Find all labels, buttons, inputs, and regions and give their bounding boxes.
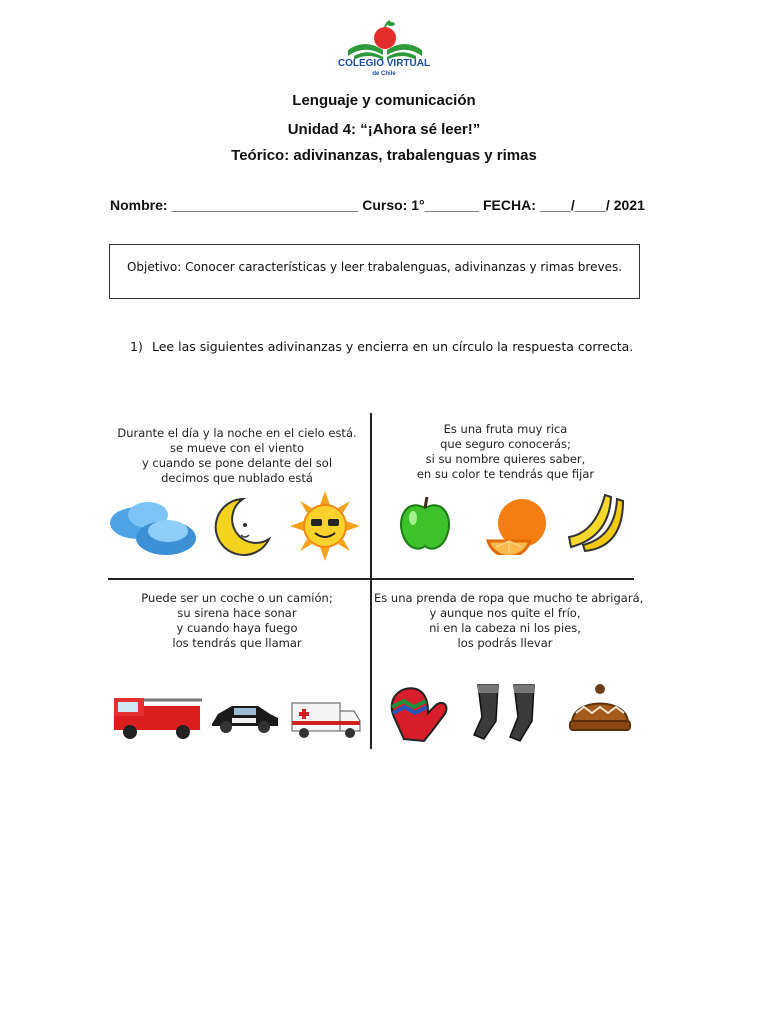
riddle-4-text xyxy=(374,591,644,651)
grid-divider-vertical xyxy=(370,413,372,749)
riddle-line: Durante el día y la noche en el cielo está. xyxy=(117,426,357,440)
riddle-line: los tendrás que llamar xyxy=(172,636,302,650)
topic-title: Teórico: adivinanzas, trabalenguas y rimas xyxy=(231,147,537,164)
instruction-text: Lee las siguientes adivinanzas y encierra en un círculo la respuesta correcta. xyxy=(152,339,634,354)
hat-icon[interactable] xyxy=(566,683,634,733)
riddle-line: Es una fruta muy rica xyxy=(443,422,568,436)
logo-subtext: de Chile xyxy=(372,71,396,77)
riddle-line: y aunque nos quite el frío, xyxy=(429,606,581,620)
riddle-line: decimos que nublado está xyxy=(161,471,313,485)
riddle-line: y cuando se pone delante del sol xyxy=(141,456,333,470)
riddle-line: ni en la cabeza ni los pies, xyxy=(429,621,581,635)
ambulance-icon[interactable] xyxy=(288,697,364,741)
riddle-3-text xyxy=(112,591,362,651)
unit-title: Unidad 4: “¡Ahora sé leer!” xyxy=(287,121,481,138)
riddle-line: Puede ser un coche o un camión; xyxy=(141,591,333,605)
banana-icon[interactable] xyxy=(565,489,627,553)
riddle-line: y cuando haya fuego xyxy=(176,621,298,635)
sun-icon[interactable] xyxy=(290,491,360,561)
riddle-line: los podrás llevar xyxy=(457,636,553,650)
logo-text: COLEGIO VIRTUAL xyxy=(337,58,431,69)
instruction-number: 1) xyxy=(130,339,143,354)
subject-title: Lenguaje y comunicación xyxy=(292,92,476,109)
riddle-line: en su color te tendrás que fijar xyxy=(416,467,595,481)
cloud-icon[interactable] xyxy=(108,498,200,560)
socks-icon[interactable] xyxy=(470,681,546,747)
moon-icon[interactable] xyxy=(213,495,273,557)
mitten-icon[interactable] xyxy=(384,683,454,745)
instruction xyxy=(130,339,633,354)
riddle-line: que seguro conocerás; xyxy=(440,437,571,451)
riddle-line: su sirena hace sonar xyxy=(177,606,297,620)
student-info-line[interactable]: Nombre: ________________________ Curso: 1°_______ FECHA: ____/____/ 2021 xyxy=(110,197,645,213)
riddle-2-text xyxy=(378,422,633,482)
police-car-icon[interactable] xyxy=(208,700,282,736)
apple-icon[interactable] xyxy=(396,494,454,554)
riddle-1-text xyxy=(112,426,362,486)
objective-text: Objetivo: Conocer características y leer trabalenguas, adivinanzas y rimas breves. xyxy=(126,260,623,274)
fire-truck-icon[interactable] xyxy=(108,692,206,742)
orange-icon[interactable] xyxy=(484,497,550,555)
riddle-line: Es una prenda de ropa que mucho te abrigará, xyxy=(374,591,644,605)
riddle-line: si su nombre quieres saber, xyxy=(425,452,586,466)
riddle-line: se mueve con el viento xyxy=(170,441,304,455)
objective-box xyxy=(109,244,640,299)
grid-divider-horizontal xyxy=(108,578,634,580)
